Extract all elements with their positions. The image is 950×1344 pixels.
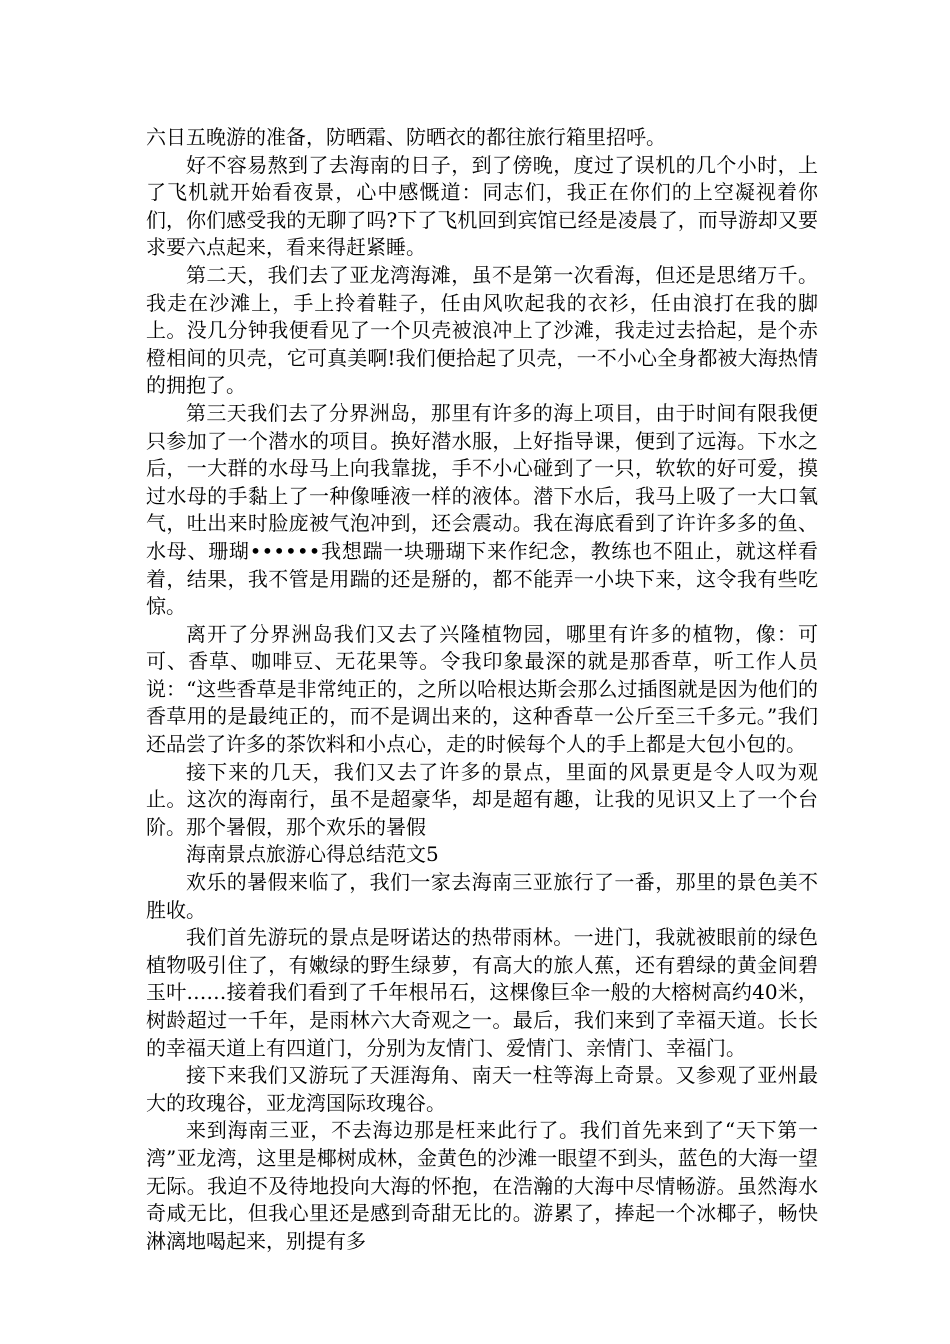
paragraph-fenjiezhou-island: 第三天我们去了分界洲岛，那里有许多的海上项目，由于时间有限我便只参加了一个潜水的项目。换好潜水服，上好指导课，便到了远海。下水之后，一大群的水母马上向我靠拢，手不小心碰到了一只，软软的好可爱，摸过水母的手黏上了一种像唾液一样的液体。潜下水后，我马上吸了一大口氧气，吐出来时脸庞被气泡冲到，还会震动。我在海底看到了许许多多的鱼、水母、珊瑚••••••我想踹一块珊瑚下来作纪念，教练也不阻止，就这样看着，结果，我不管是用踹的还是掰的，都不能弄一小块下来，这令我有些吃惊。: [146, 400, 818, 619]
paragraph-xinglong-garden: 离开了分界洲岛我们又去了兴隆植物园，哪里有许多的植物，像：可可、香草、咖啡豆、无花果等。令我印象最深的就是那香草，听工作人员说：“这些香草是非常纯正的，之所以哈根达斯会那么过插图就是因为他们的香草用的是最纯正的，而不是调出来的，这种香草一公斤至三千多元。”我们还品尝了许多的茶饮料和小点心，走的时候每个人的手上都是大包小包的。: [146, 621, 818, 757]
paragraph-rainforest: 我们首先游玩的景点是呀诺达的热带雨林。一进门，我就被眼前的绿色植物吸引住了，有嫩绿的野生绿萝，有高大的旅人蕉，还有碧绿的黄金间碧玉叶……接着我们看到了千年根吊石，这棵像巨伞一般的大榕树高约40米，树龄超过一千年，是雨林六大奇观之一。最后，我们来到了幸福天道。长长的幸福天道上有四道门，分别为友情门、爱情门、亲情门、幸福门。: [146, 925, 818, 1060]
paragraph-sea-sights: 接下来我们又游玩了天涯海角、南天一柱等海上奇景。又参观了亚州最大的玫瑰谷，亚龙湾国际玫瑰谷。: [146, 1063, 818, 1115]
section-heading: 海南景点旅游心得总结范文5: [186, 842, 439, 867]
paragraph-departure-day: 好不容易熬到了去海南的日子，到了傍晚，度过了误机的几个小时，上了飞机就开始看夜景，心中感慨道：同志们，我正在你们的上空凝视着你们，你们感受我的无聊了吗?下了飞机回到宾馆已经是凌晨了，而导游却又要求要六点起来，看来得赶紧睡。: [146, 152, 818, 260]
paragraph-seaside: 来到海南三亚，不去海边那是枉来此行了。我们首先来到了“天下第一湾”亚龙湾，这里是椰树成林，金黄色的沙滩一眼望不到头，蓝色的大海一望无际。我迫不及待地投向大海的怀抱，在浩瀚的大海中尽情畅游。虽然海水奇咸无比，但我心里还是感到奇甜无比的。游累了，捧起一个冰椰子，畅快淋漓地喝起来，别提有多: [146, 1118, 818, 1253]
paragraph-summer-intro: 欢乐的暑假来临了，我们一家去海南三亚旅行了一番，那里的景色美不胜收。: [146, 870, 818, 922]
paragraph-trip-preparation: 六日五晚游的准备，防晒霜、防晒衣的都往旅行箱里招呼。: [146, 125, 666, 149]
paragraph-yalong-bay-beach: 第二天，我们去了亚龙湾海滩，虽不是第一次看海，但还是思绪万千。我走在沙滩上，手上拎着鞋子，任由风吹起我的衣衫，任由浪打在我的脚上。没几分钟我便看见了一个贝壳被浪冲上了沙滩，我走过去拾起，是个赤橙相间的贝壳，它可真美啊!我们便拾起了贝壳，一不小心全身都被大海热情的拥抱了。: [146, 262, 818, 398]
paragraph-trip-conclusion: 接下来的几天，我们又去了许多的景点，里面的风景更是令人叹为观止。这次的海南行，虽不是超豪华，却是超有趣，让我的见识又上了一个台阶。那个暑假，那个欢乐的暑假: [146, 759, 818, 839]
document-page: [146, 124, 818, 1255]
